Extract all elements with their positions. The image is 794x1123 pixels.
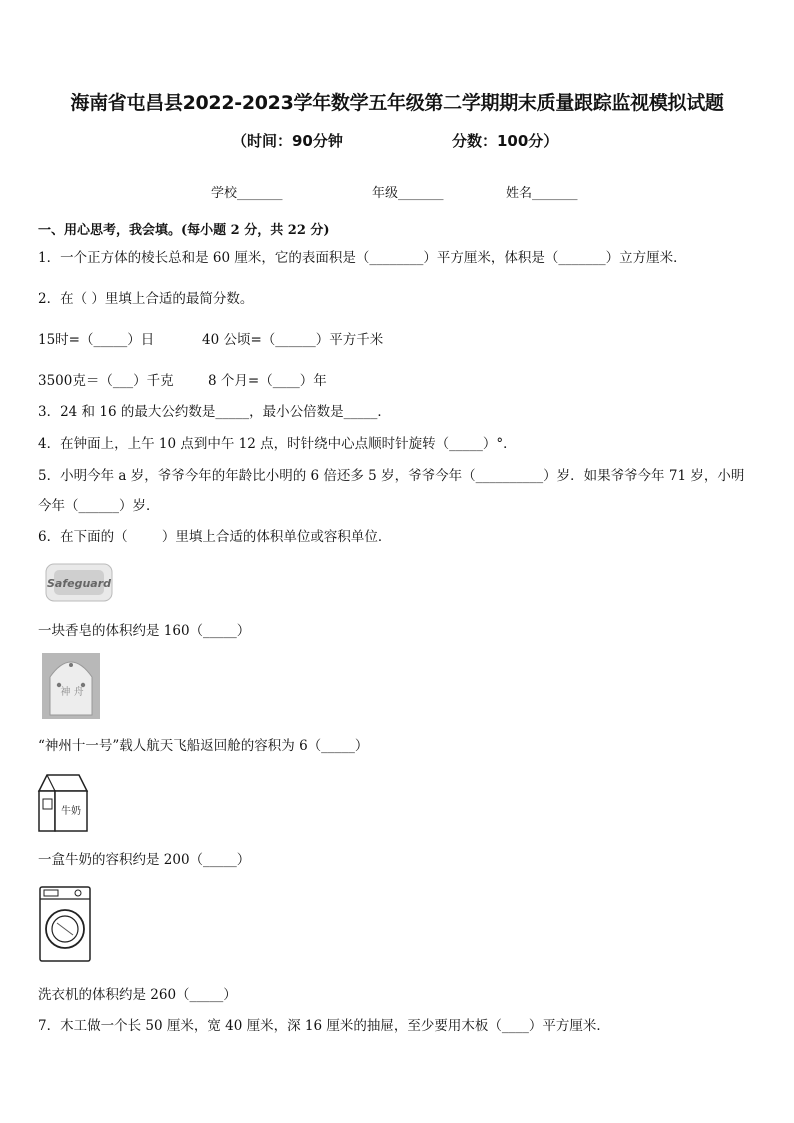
milk-carton-image [37, 771, 89, 833]
question-6d: 洗衣机的体积约是 260（_____） [38, 987, 237, 1003]
capsule-text: 神 舟 [60, 687, 84, 698]
question-2: 2．在（ ）里填上合适的最简分数。 [38, 291, 254, 307]
soap-image [45, 561, 113, 604]
question-2d: 8 个月=（____）年 [208, 373, 327, 389]
capsule-image [42, 653, 100, 719]
exam-score: 分数：100分） [452, 132, 559, 150]
section-heading: 一、用心思考，我会填。(每小题 2 分，共 22 分) [38, 223, 330, 238]
question-3: 3．24 和 16 的最大公约数是_____，最小公倍数是_____． [38, 404, 391, 420]
grade-field: 年级_______ [372, 186, 444, 201]
question-5-line1: 5．小明今年 a 岁，爷爷今年的年龄比小明的 6 倍还多 5 岁，爷爷今年（__________）岁．如果爷爷今年 71 岁，小明 [38, 468, 745, 484]
page-title: 海南省屯昌县2022-2023学年数学五年级第二学期期末质量跟踪监视模拟试题 [70, 92, 724, 114]
question-4: 4．在钟面上，上午 10 点到中午 12 点，时针绕中心点顺时针旋转（_____）°． [38, 436, 517, 452]
washing-machine-image [38, 885, 92, 963]
question-6b: “神州十一号”载人航天飞船返回舱的容积为 6（_____） [38, 738, 369, 754]
question-6c: 一盒牛奶的容积约是 200（_____） [38, 852, 251, 868]
question-2a: 15时=（_____）日 [38, 332, 155, 348]
exam-time: （时间：90分钟 [232, 132, 343, 150]
exam-meta [0, 130, 794, 152]
question-2b: 40 公顷=（______）平方千米 [202, 332, 384, 348]
name-field: 姓名_______ [506, 186, 578, 201]
question-6: 6．在下面的（ ）里填上合适的体积单位或容积单位． [38, 529, 392, 545]
school-field: 学校_______ [211, 186, 283, 201]
question-5-line2: 今年（______）岁． [38, 498, 160, 514]
question-1: 1．一个正方体的棱长总和是 60 厘米，它的表面积是（________）平方厘米，体积是（_______）立方厘米． [38, 250, 687, 266]
milk-label-text: 牛奶 [61, 806, 81, 817]
soap-brand-text: Safeguard [46, 577, 112, 590]
question-7: 7．木工做一个长 50 厘米，宽 40 厘米，深 16 厘米的抽屉，至少要用木板（____）平方厘米． [38, 1018, 610, 1034]
question-6a: 一块香皂的体积约是 160（_____） [38, 623, 251, 639]
question-2c: 3500克＝（___）千克 [38, 373, 174, 389]
